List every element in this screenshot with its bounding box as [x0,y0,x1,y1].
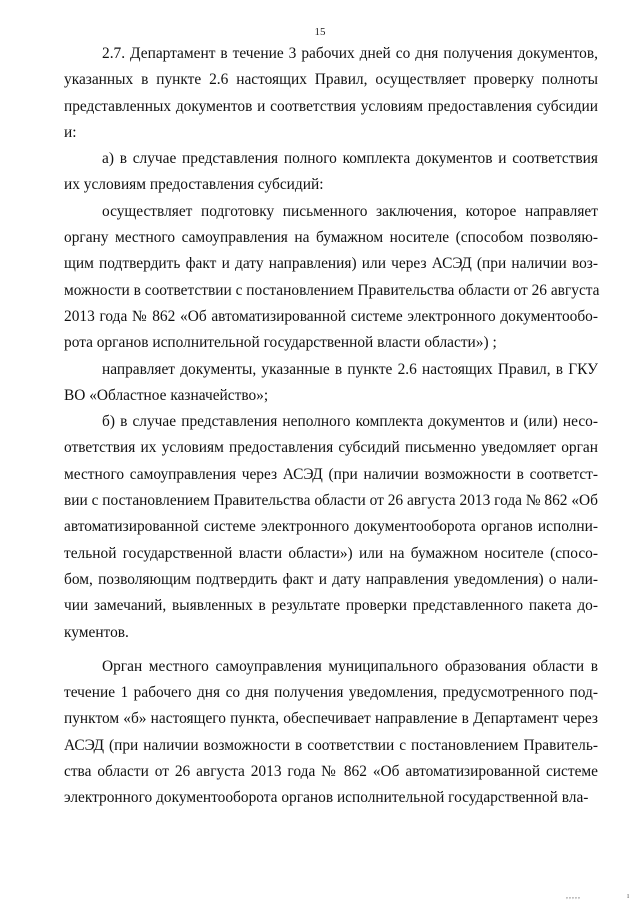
text-line: местного самоуправления через АСЭД (при наличии возможности в соответст- [64,465,598,483]
text-line: б) в случае представления неполного комплекта документов и (или) несо- [102,413,598,431]
paragraph [64,146,598,199]
text-line: и: [64,123,77,141]
paragraph [64,409,598,646]
scan-artifact-right: ı [627,891,631,900]
paragraph-gap [64,646,598,654]
page-number: 15 [314,26,326,38]
text-line: ства области от 26 августа 2013 года № 862 «Об автоматизированной системе [64,763,598,781]
text-line: течение 1 рабочего дня со дня получения уведомления, предусмотренного под- [64,684,598,702]
paragraph [64,654,598,812]
text-line: осуществляет подготовку письменного заключения, которое направляет [102,202,598,220]
text-line: ответствия их условиям предоставления субсидий письменно уведомляет орган [64,439,598,457]
document-body [64,41,598,812]
text-line: их условиям предоставления субсидий: [64,176,324,194]
text-line: указанных в пункте 2.6 настоящих Правил, осуществляет проверку полноты [64,71,598,89]
paragraph [64,199,598,357]
text-line: представленных документов и соответствия условиям предоставления субсидии [64,97,598,115]
text-line: органу местного самоуправления на бумажном носителе (способом позволяю- [64,229,598,247]
text-line: тельной государственной власти области») или на бумажном носителе (спосо- [64,544,598,562]
text-line: Орган местного самоуправления муниципального образования области в [102,657,598,675]
text-line: кументов. [64,623,129,641]
text-line: чии замечаний, выявленных в результате проверки представленного пакета до- [64,597,598,615]
paragraph [64,41,598,146]
text-line: 2.7. Департамент в течение 3 рабочих дней со дня получения документов, [102,45,598,62]
text-line: электронного документооборота органов исполнительной государственной вла- [64,789,589,807]
text-line: автоматизированной системе электронного документооборота органов исполни- [64,518,598,536]
text-line: щим подтвердить факт и дату направления) или через АСЭД (при наличии воз- [64,255,598,273]
paragraph [64,357,598,410]
text-line: а) в случае представления полного комплекта документов и соответствия [102,150,598,168]
text-line: ВО «Областное казначейство»; [64,386,269,404]
text-line: 2013 года № 862 «Об автоматизированной системе электронного документообо- [64,307,598,325]
scan-artifact-left: ,,,,, [566,891,581,900]
text-line: пунктом «б» настоящего пункта, обеспечивает направление в Департамент через [64,710,598,728]
text-line: вии с постановлением Правительства области от 26 августа 2013 года № 862 «Об [64,492,598,510]
text-line: направляет документы, указанные в пункте 2.6 настоящих Правил, в ГКУ [102,360,598,378]
text-line: рота органов исполнительной государственной власти области») ; [64,334,497,352]
text-line: бом, позволяющим подтвердить факт и дату направления уведомления) о нали- [64,570,598,588]
text-line: можности в соответствии с постановлением Правительства области от 26 августа [64,281,600,299]
text-line: АСЭД (при наличии возможности в соответствии с постановлением Правитель- [64,736,598,754]
